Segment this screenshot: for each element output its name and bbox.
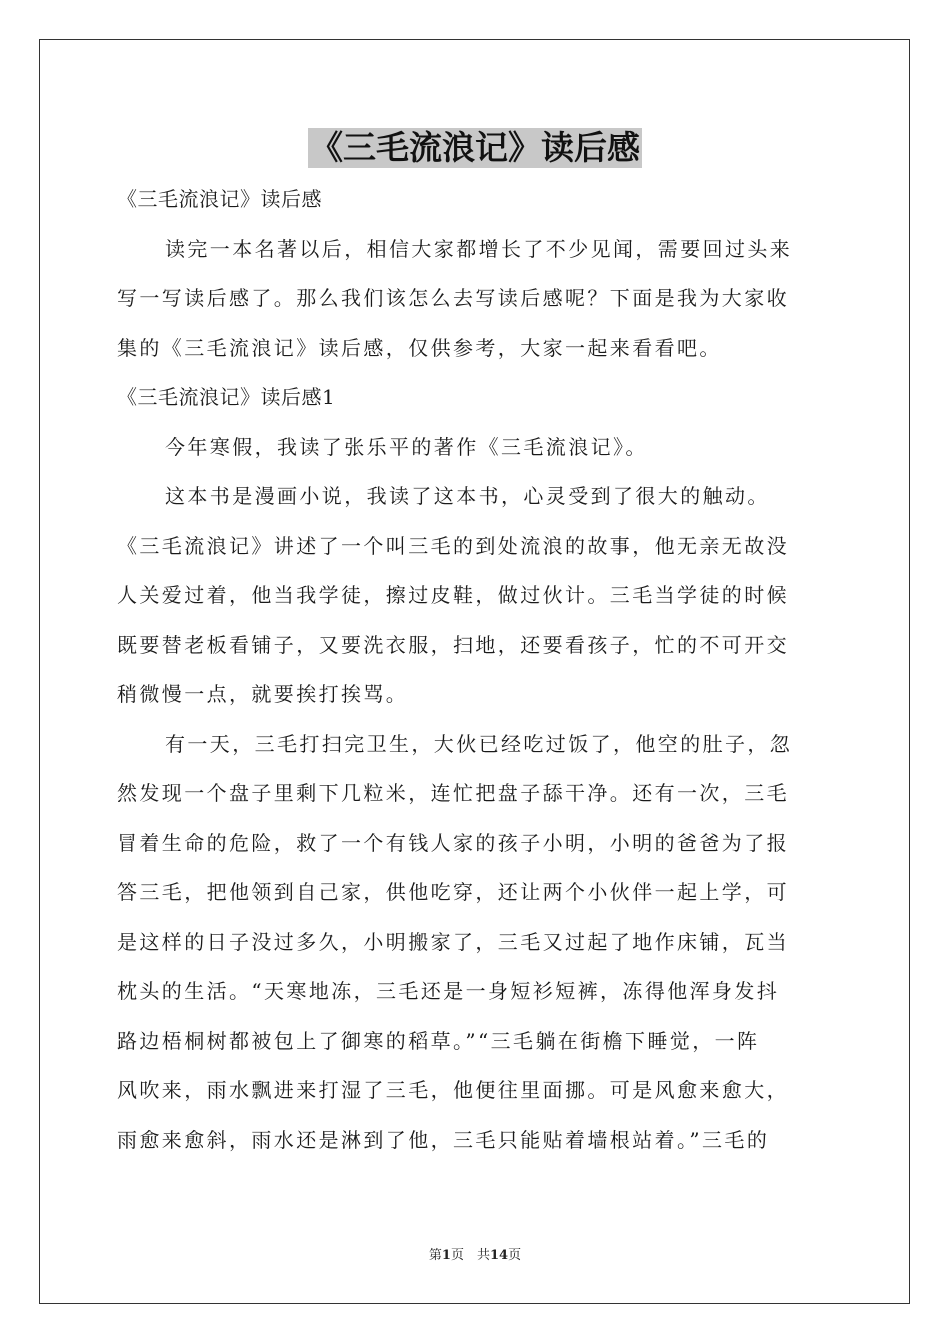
text-line: 既要替老板看铺子，又要洗衣服，扫地，还要看孩子，忙的不可开交 bbox=[117, 632, 789, 657]
text-line: 今年寒假，我读了张乐平的著作《三毛流浪记》。 bbox=[165, 434, 648, 459]
text-line: 《三毛流浪记》讲述了一个叫三毛的到处流浪的故事，他无亲无故没 bbox=[117, 533, 789, 558]
text-line: 然发现一个盘子里剩下几粒米，连忙把盘子舔干净。还有一次，三毛 bbox=[117, 781, 789, 805]
footer-middle: 页 共 bbox=[450, 1248, 490, 1263]
text-line: 路边梧桐树都被包上了御寒的稻草。”“三毛躺在街檐下睡觉，一阵 bbox=[117, 1028, 760, 1053]
text-line: 是这样的日子没过多久，小明搬家了，三毛又过起了地作床铺，瓦当 bbox=[117, 929, 789, 954]
footer-prefix: 第 bbox=[428, 1248, 442, 1263]
text-line: 有一天，三毛打扫完卫生，大伙已经吃过饭了，他空的肚子，忽 bbox=[165, 731, 793, 756]
current-page-number: 1 bbox=[441, 1248, 451, 1263]
page-footer bbox=[0, 1244, 950, 1263]
text-line: 写一写读后感了。那么我们该怎么去写读后感呢？下面是我为大家收 bbox=[117, 286, 789, 310]
document-body bbox=[117, 184, 833, 1174]
text-line: 答三毛，把他领到自己家，供他吃穿，还让两个小伙伴一起上学，可 bbox=[117, 880, 789, 904]
title-container bbox=[0, 128, 950, 168]
text-line: 雨愈来愈斜，雨水还是淋到了他，三毛只能贴着墙根站着。”三毛的 bbox=[117, 1127, 770, 1152]
text-line: 稍微慢一点，就要挨打挨骂。 bbox=[117, 682, 409, 706]
text-line: 枕头的生活。“天寒地冻，三毛还是一身短衫短裤，冻得他浑身发抖 bbox=[117, 979, 780, 1003]
text-line: 这本书是漫画小说，我读了这本书，心灵受到了很大的触动。 bbox=[165, 484, 770, 508]
section-heading: 《三毛流浪记》读后感1 bbox=[117, 385, 336, 409]
footer-suffix: 页 bbox=[508, 1248, 522, 1263]
text-line: 人关爱过着，他当我学徒，擦过皮鞋，做过伙计。三毛当学徒的时候 bbox=[117, 583, 789, 607]
text-line: 读完一本名著以后，相信大家都增长了不少见闻，需要回过头来 bbox=[165, 236, 793, 261]
text-line: 冒着生命的危险，救了一个有钱人家的孩子小明，小明的爸爸为了报 bbox=[117, 830, 789, 855]
text-line: 集的《三毛流浪记》读后感，仅供参考，大家一起来看看吧。 bbox=[117, 335, 722, 360]
document-title: 《三毛流浪记》读后感 bbox=[310, 128, 640, 167]
total-page-count: 14 bbox=[489, 1248, 509, 1263]
section-heading: 《三毛流浪记》读后感 bbox=[117, 187, 322, 211]
text-line: 风吹来，雨水飘进来打湿了三毛，他便往里面挪。可是风愈来愈大， bbox=[117, 1078, 789, 1102]
